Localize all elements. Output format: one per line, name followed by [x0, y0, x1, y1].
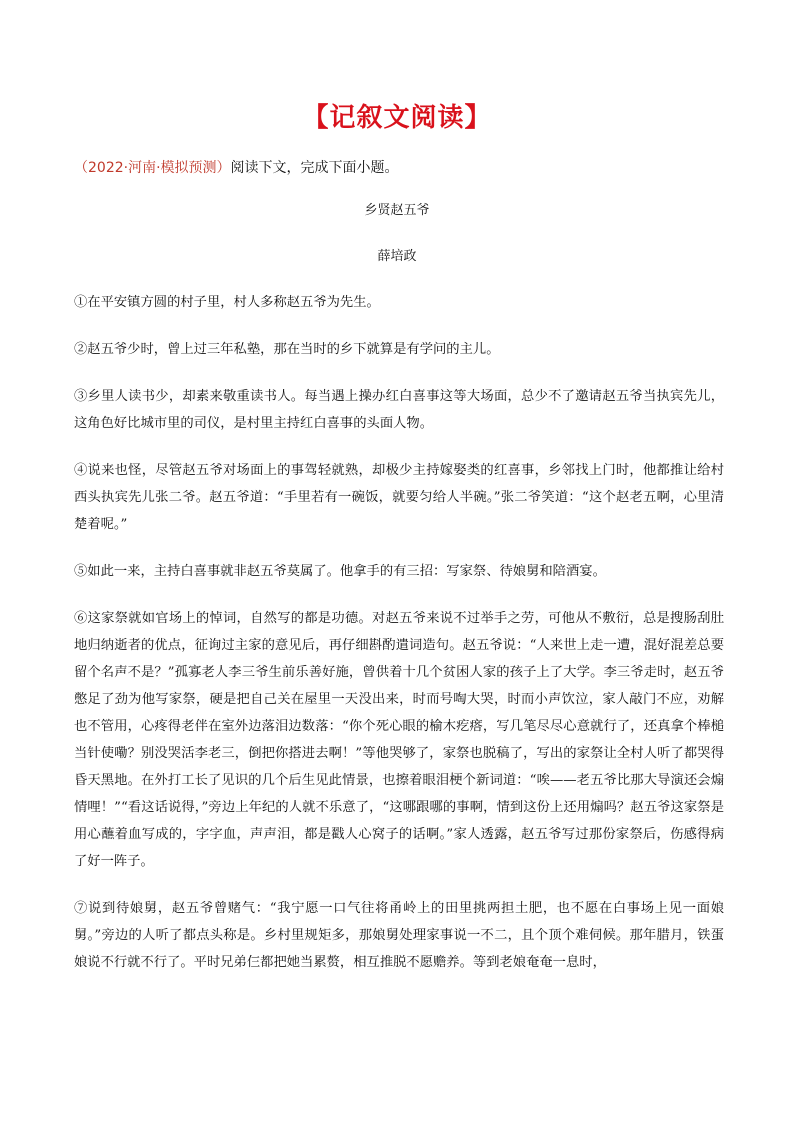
page-title: 【记叙文阅读】: [302, 103, 492, 133]
paragraph-1: ①在平安镇方圆的村子里，村人多称赵五爷为先生。: [74, 295, 380, 310]
paragraph-2: ②赵五爷少时，曾上过三年私塾，那在当时的乡下就算是有学问的主儿。: [74, 342, 500, 357]
paragraph-6: ⑥这家祭就如官场上的悼词，自然写的都是功德。对赵五爷来说不过举手之劳，可他从不敷衍，总是搜肠刮肚地归纳逝者的优点，征询过主家的意见后，再仔细斟酌遣词造句。赵五爷说：“人来世上走一遭，混好混差总要留个名声不是？”孤寡老人李三爷生前乐善好施，曾供着十几个贫困人家的孩子上了大学。李三爷走时，赵五爷憋足了劲为他写家祭，硬是把自己关在屋里一天没出来，时而号啕大哭，时而小声饮泣，家人敲门不应，劝解也不管用，心疼得老伴在室外边落泪边数落：“你个死心眼的榆木疙瘩，写几笔尽尽心意就行了，还真拿个棒槌当针使嘞？别没哭活李老三，倒把你搭进去啊！”等他哭够了，家祭也脱稿了，写出的家祭让全村人听了都哭得昏天黑地。在外打工长了见识的几个后生见此情景，也擦着眼泪梗个新词道：“唉——老五爷比那大导演还会煽情哩！”“看这话说得，”旁边上年纪的人就不乐意了，“这哪跟哪的事啊，情到这份上还用煽吗？赵五爷这家祭是用心蘸着血写成的，字字血，声声泪，都是戳人心窝子的话啊。”家人透露，赵五爷写过那份家祭后，伤感得病了好一阵子。: [74, 611, 724, 869]
question-intro: [74, 157, 734, 179]
article-title: 乡贤赵五爷: [364, 203, 430, 218]
paragraph-7: ⑦说到待娘舅，赵五爷曾赌气：“我宁愿一口气往将甬岭上的田里挑两担土肥，也不愿在白事场上见一面娘舅。”旁边的人听了都点头称是。乡村里规矩多，那娘舅处理家事说一不二，且个顶个难伺候。那年腊月，铁蛋娘说不行就不行了。平时兄弟仨都把她当累赘，相互推脱不愿赡养。等到老娘奄奄一息时，: [74, 901, 724, 970]
article-body: [74, 289, 724, 996]
paragraph-5: ⑤如此一来，主持白喜事就非赵五爷莫属了。他拿手的有三招：写家祭、待娘舅和陪酒宴。: [74, 564, 606, 579]
question-source: （2022·河南·模拟预测）: [74, 160, 231, 176]
article-author: 薛培政: [377, 249, 417, 264]
paragraph-4: ④说来也怪，尽管赵五爷对场面上的事驾轻就熟，却极少主持嫁娶类的红喜事，乡邻找上门时，他都推让给村西头执宾先儿张二爷。赵五爷道：“手里若有一碗饭，就要匀给人半碗。”张二爷笑道：“这个赵老五啊，心里清楚着呢。”: [74, 463, 724, 532]
paragraph-3: ③乡里人读书少，却素来敬重读书人。每当遇上操办红白喜事这等大场面，总少不了邀请赵五爷当执宾先儿，这角色好比城市里的司仪，是村里主持红白喜事的头面人物。: [74, 389, 724, 431]
question-instruction: 阅读下文，完成下面小题。: [230, 160, 399, 176]
